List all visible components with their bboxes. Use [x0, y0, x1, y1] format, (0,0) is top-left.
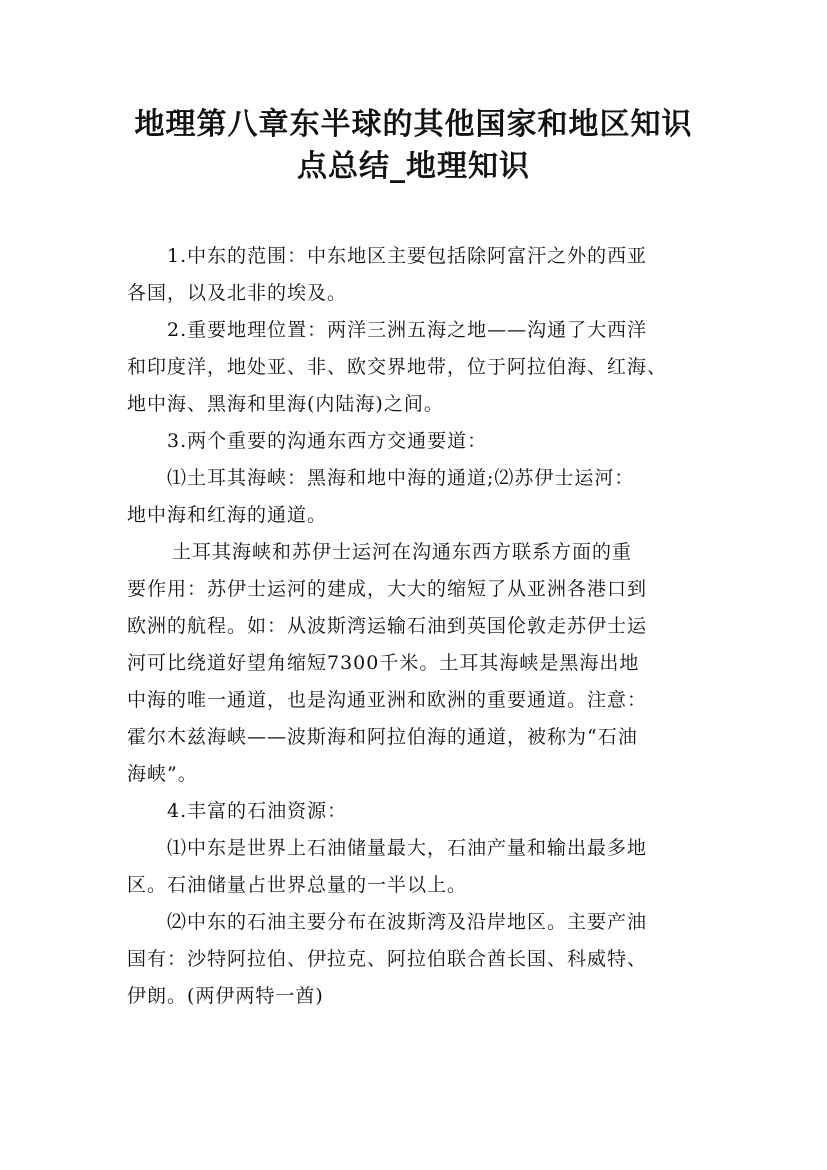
paragraph-line: 各国，以及北非的埃及。 — [127, 282, 348, 304]
paragraph-line: 中海的唯一通道，也是沟通亚洲和欧洲的重要通道。注意： — [127, 689, 648, 711]
paragraph-line: 霍尔木兹海峡——波斯海和阿拉伯海的通道，被称为“石油 — [127, 726, 638, 748]
paragraph-line: 3.两个重要的沟通东西方交通要道： — [167, 430, 488, 452]
paragraph-line: 4.丰富的石油资源： — [167, 800, 348, 822]
paragraph-line: 地中海和红海的通道。 — [127, 504, 328, 526]
paragraph-line: 区。石油储量占世界总量的一半以上。 — [127, 874, 468, 896]
paragraph-line: 河可比绕道好望角缩短7300千米。土耳其海峡是黑海出地 — [127, 652, 640, 674]
paragraph-line: ⑵中东的石油主要分布在波斯湾及沿岸地区。主要产油 — [167, 911, 648, 933]
paragraph-line: 土耳其海峡和苏伊士运河在沟通东西方联系方面的重 — [172, 541, 633, 563]
document-title-line-2: 点总结_地理知识 — [297, 149, 530, 184]
paragraph-line: 1.中东的范围：中东地区主要包括除阿富汗之外的西亚 — [167, 245, 648, 267]
paragraph-line: ⑴中东是世界上石油储量最大，石油产量和输出最多地 — [167, 837, 648, 859]
paragraph-line: ⑴土耳其海峡：黑海和地中海的通道;⑵苏伊士运河： — [167, 467, 635, 489]
paragraph-line: 国有：沙特阿拉伯、伊拉克、阿拉伯联合酋长国、科威特、 — [127, 948, 648, 970]
paragraph-line: 伊朗。(两伊两特一酋) — [127, 985, 324, 1007]
paragraph-line: 2.重要地理位置：两洋三洲五海之地——沟通了大西洋 — [167, 319, 648, 341]
document-body — [127, 238, 717, 1015]
paragraph-line: 要作用：苏伊士运河的建成，大大的缩短了从亚洲各港口到 — [127, 578, 648, 600]
paragraph-line: 海峡”。 — [127, 763, 198, 785]
document-title-line-1: 地理第八章东半球的其他国家和地区知识 — [134, 107, 693, 142]
paragraph-line: 和印度洋，地处亚、非、欧交界地带，位于阿拉伯海、红海、 — [127, 356, 668, 378]
paragraph-line: 地中海、黑海和里海(内陆海)之间。 — [127, 393, 444, 415]
paragraph-line: 欧洲的航程。如：从波斯湾运输石油到英国伦敦走苏伊士运 — [127, 615, 648, 637]
